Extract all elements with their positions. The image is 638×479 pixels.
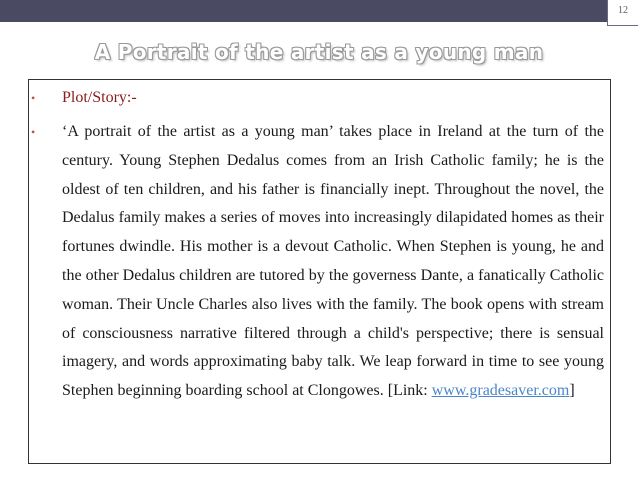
top-banner [0,0,638,22]
plot-paragraph: ‘A portrait of the artist as a young man’ takes place in Ireland at the turn of the century. Young Stephen Dedalus comes from an Irish Catholic family; he is the oldest of ten children, and his father is financially inept. Throughout the novel, the Dedalus family makes a series of moves into increasingly dilapidated homes as their fortunes dwindle. His mother is a devout Catholic. When Stephen is young, he and the other Dedalus children are tutored by the governess Dante, a fanatically Catholic woman. Their Uncle Charles also lives with the family. The book opens with stream of consciousness narrative filtered through a child's perspective; there is sensual imagery, and words approximating baby talk. We leap forward in time to see young Stephen beginning boarding school at Clongowes. [Link: [62,123,604,400]
source-link[interactable]: www.gradesaver.com [431,382,570,400]
banner-gap [0,22,638,28]
bullet-icon: • [31,91,36,105]
paragraph-end: ] [569,382,575,400]
heading-bullet [31,84,604,112]
page-number: 12 [607,0,638,26]
paragraph-bullet [31,118,604,406]
bullet-icon: • [31,125,36,139]
plot-heading: Plot/Story:- [62,89,137,106]
bullet-list [31,84,604,406]
slide-title: A Portrait of the artist as a young man [94,40,544,64]
